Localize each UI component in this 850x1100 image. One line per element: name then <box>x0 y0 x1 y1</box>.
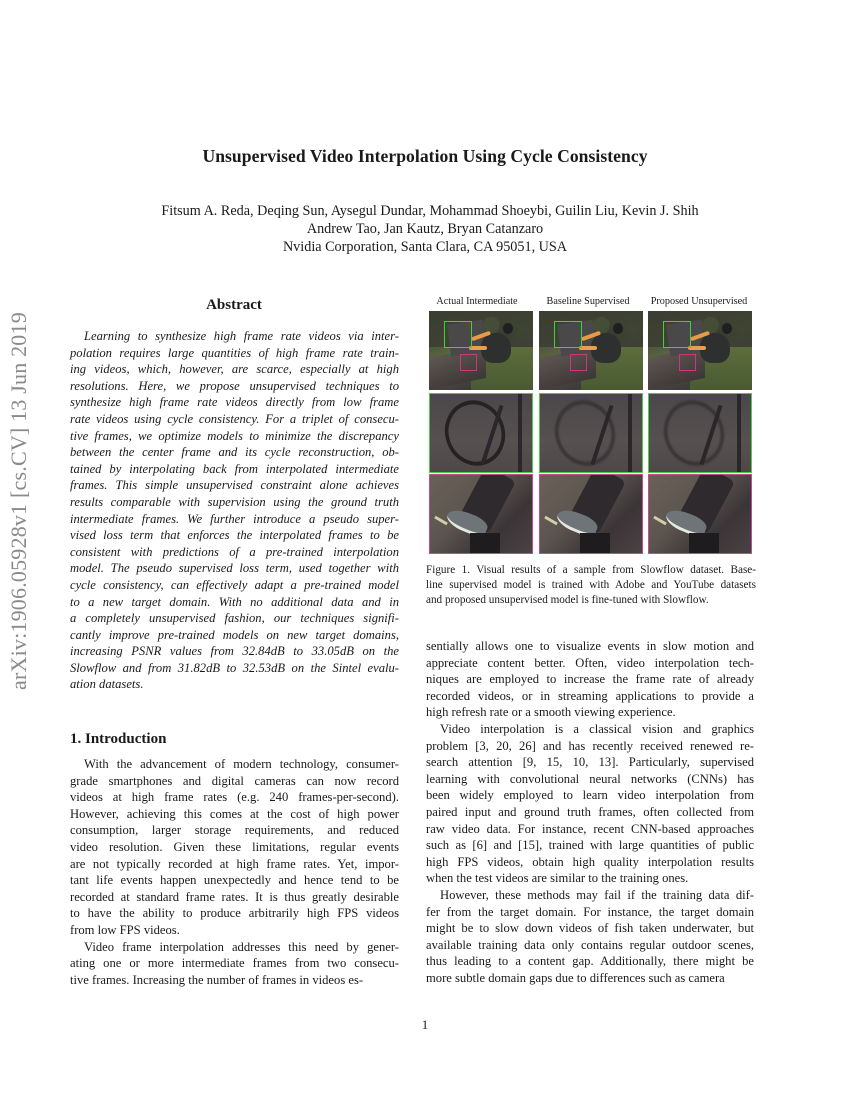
text-line: consumption, larger storage requirements, and reduced <box>70 823 399 838</box>
text-line: ing videos, which, however, are scarce, especially at high <box>70 362 399 377</box>
abstract-heading: Abstract <box>206 297 262 313</box>
wheel-crop-actual <box>429 393 533 473</box>
caption-line: Figure 1. Visual results of a sample from Slowflow dataset. Base- <box>426 564 756 576</box>
paper-title: Unsupervised Video Interpolation Using Cycle Consistency <box>202 146 648 166</box>
text-line: polation requires large quantities of high frame rate train- <box>70 345 399 360</box>
text-line: a completely unsupervised fashion, our techniques signifi- <box>70 611 399 626</box>
label-proposed-unsupervised: Proposed Unsupervised <box>650 296 748 307</box>
caption-line: and proposed unsupervised model is fine-tuned with Slowflow. <box>426 594 709 606</box>
text-line: ating one or more intermediate frames from two consecu- <box>70 956 399 971</box>
foot-crop-baseline <box>539 474 643 554</box>
green-highlight-box <box>444 321 472 348</box>
text-line: Video frame interpolation addresses this need by gener- <box>84 939 399 954</box>
text-line: tive frames, we optimize models to minimize the discrepancy <box>70 428 399 443</box>
text-line: However, these methods may fail if the training data dif- <box>440 887 754 902</box>
foot-crop-proposed <box>648 474 752 554</box>
text-line: tant life events happen unexpectedly and hence tend to be <box>70 873 399 888</box>
magenta-highlight-box <box>679 354 696 371</box>
text-line: to a new target domain. With no additional data and in <box>70 594 399 609</box>
introduction-heading: 1. Introduction <box>70 731 167 747</box>
text-line: results comparable with supervision using the ground truth <box>70 494 399 509</box>
text-line: rate videos using cycle consistency. For a triplet of consecu- <box>70 411 399 426</box>
text-line: are not typically recorded at high frame rates. Yet, impor- <box>70 856 399 871</box>
text-line: ation datasets. <box>70 677 144 692</box>
text-line: more subtle domain gaps due to differences such as camera <box>426 970 725 985</box>
introduction-body-left <box>70 756 399 988</box>
text-line: cycle consistency, can effectively adapt a pre-trained model <box>70 577 399 592</box>
green-highlight-box <box>554 321 582 348</box>
text-line: grade smartphones and digital cameras can now record <box>70 773 399 788</box>
wheel-crop-proposed <box>648 393 752 473</box>
text-line: intermediate frames. We further introduce a pseudo super- <box>70 511 399 526</box>
scene-image-actual <box>429 311 533 390</box>
text-line: video resolution. Given these limitations, regular events <box>70 839 399 854</box>
text-line: sentially allows one to visualize events in slow motion and <box>426 639 754 653</box>
text-line: might be to slow down videos of fish taken underwater, but <box>426 921 754 936</box>
introduction-body-right <box>426 638 754 986</box>
text-line: problem [3, 20, 26] and has recently received renewed re- <box>426 738 754 753</box>
text-line: appreciate content better. Often, video interpolation tech- <box>426 655 754 670</box>
caption-line: line supervised model is trained with Adobe and YouTube datasets <box>426 579 756 591</box>
page-number: 1 <box>421 1017 429 1032</box>
magenta-highlight-box <box>570 354 587 371</box>
text-line: resolutions. Here, we propose unsupervised techniques to <box>70 378 399 393</box>
text-line: recorded at standard frame rates. It is thus greatly desirable <box>70 889 399 904</box>
abstract-body <box>70 328 399 693</box>
text-line: high refresh rate or a smooth viewing experience. <box>426 705 676 720</box>
magenta-highlight-box <box>460 354 477 371</box>
text-line: available training data only contains regular outdoor scenes, <box>426 937 754 952</box>
text-line: search attention [9, 15, 10, 13]. Particularly, supervised <box>426 755 754 770</box>
label-actual-intermediate: Actual Intermediate <box>436 296 518 307</box>
text-line: thus leading to a content gap. Additionally, there might be <box>426 954 754 969</box>
text-line: Learning to synthesize high frame rate videos via inter- <box>84 329 399 343</box>
arxiv-identifier-stamp: arXiv:1906.05928v1 [cs.CV] 13 Jun 2019 <box>6 312 31 690</box>
figure-1-caption <box>426 563 756 608</box>
green-highlight-box <box>663 321 691 348</box>
scene-image-proposed <box>648 311 752 390</box>
figure-column-labels <box>426 296 756 310</box>
text-line: raw video data. For instance, recent CNN-based approaches <box>426 821 754 836</box>
text-line: synthesize high frame rate videos directly from low frame <box>70 395 399 410</box>
text-line: from low FPS videos. <box>70 922 180 937</box>
text-line: paired input and ground truth frames, often collected from <box>426 804 754 819</box>
text-line: recorded videos, or in streaming applications to provide a <box>426 688 754 703</box>
text-line: model. The pseudo supervised loss term, used together with <box>70 561 399 576</box>
text-line: consistent with predictions of a pre-trained interpolation <box>70 544 399 559</box>
text-line: vised loss term that enforces the interpolated frames to be <box>70 528 399 543</box>
text-line: learning with convolutional neural networks (CNNs) has <box>426 771 754 786</box>
text-line: niques are employed to increase the frame rate of already <box>426 672 754 687</box>
foot-crop-actual <box>429 474 533 554</box>
text-line: Slowflow and from 31.82dB to 32.53dB on the Sintel evalu- <box>70 660 399 675</box>
authors-line-1: Fitsum A. Reda, Deqing Sun, Aysegul Dundar, Mohammad Shoeybi, Guilin Liu, Kevin J. Shih <box>161 203 699 219</box>
text-line: between the center frame and its cycle reconstruction, ob- <box>70 445 399 460</box>
scene-image-baseline <box>539 311 643 390</box>
text-line: frames. This simple unsupervised constraint alone achieves <box>70 478 399 493</box>
text-line: increasing PSNR values from 32.84dB to 33.05dB on the <box>70 644 399 659</box>
text-line: However, achieving this comes at the cost of high power <box>70 806 399 821</box>
affiliation: Nvidia Corporation, Santa Clara, CA 95051, USA <box>282 239 568 255</box>
text-line: tive frames. Increasing the number of frames in videos es- <box>70 972 364 987</box>
text-line: fer from the target domain. For instance, the target domain <box>426 904 754 919</box>
text-line: high FPS videos, obtain high quality interpolation results <box>426 854 754 869</box>
text-line: tained by interpolating back from interpolated intermediate <box>70 461 399 476</box>
wheel-crop-baseline <box>539 393 643 473</box>
text-line: videos at high frame rates (e.g. 240 frames-per-second). <box>70 790 399 805</box>
text-line: when the test videos are similar to the training ones. <box>426 871 689 886</box>
text-line: to have the ability to produce arbitrarily high FPS videos <box>70 906 399 921</box>
text-line: With the advancement of modern technology, consumer- <box>84 757 399 771</box>
text-line: been widely employed to learn video interpolation from <box>426 788 754 803</box>
text-line: cantly improve pre-trained models on new target domains, <box>70 627 399 642</box>
text-line: Video interpolation is a classical vision and graphics <box>440 721 754 736</box>
authors-line-2: Andrew Tao, Jan Kautz, Bryan Catanzaro <box>306 221 544 237</box>
text-line: such as [6] and [15], trained with large quantities of public <box>426 838 754 853</box>
label-baseline-supervised: Baseline Supervised <box>546 296 630 307</box>
